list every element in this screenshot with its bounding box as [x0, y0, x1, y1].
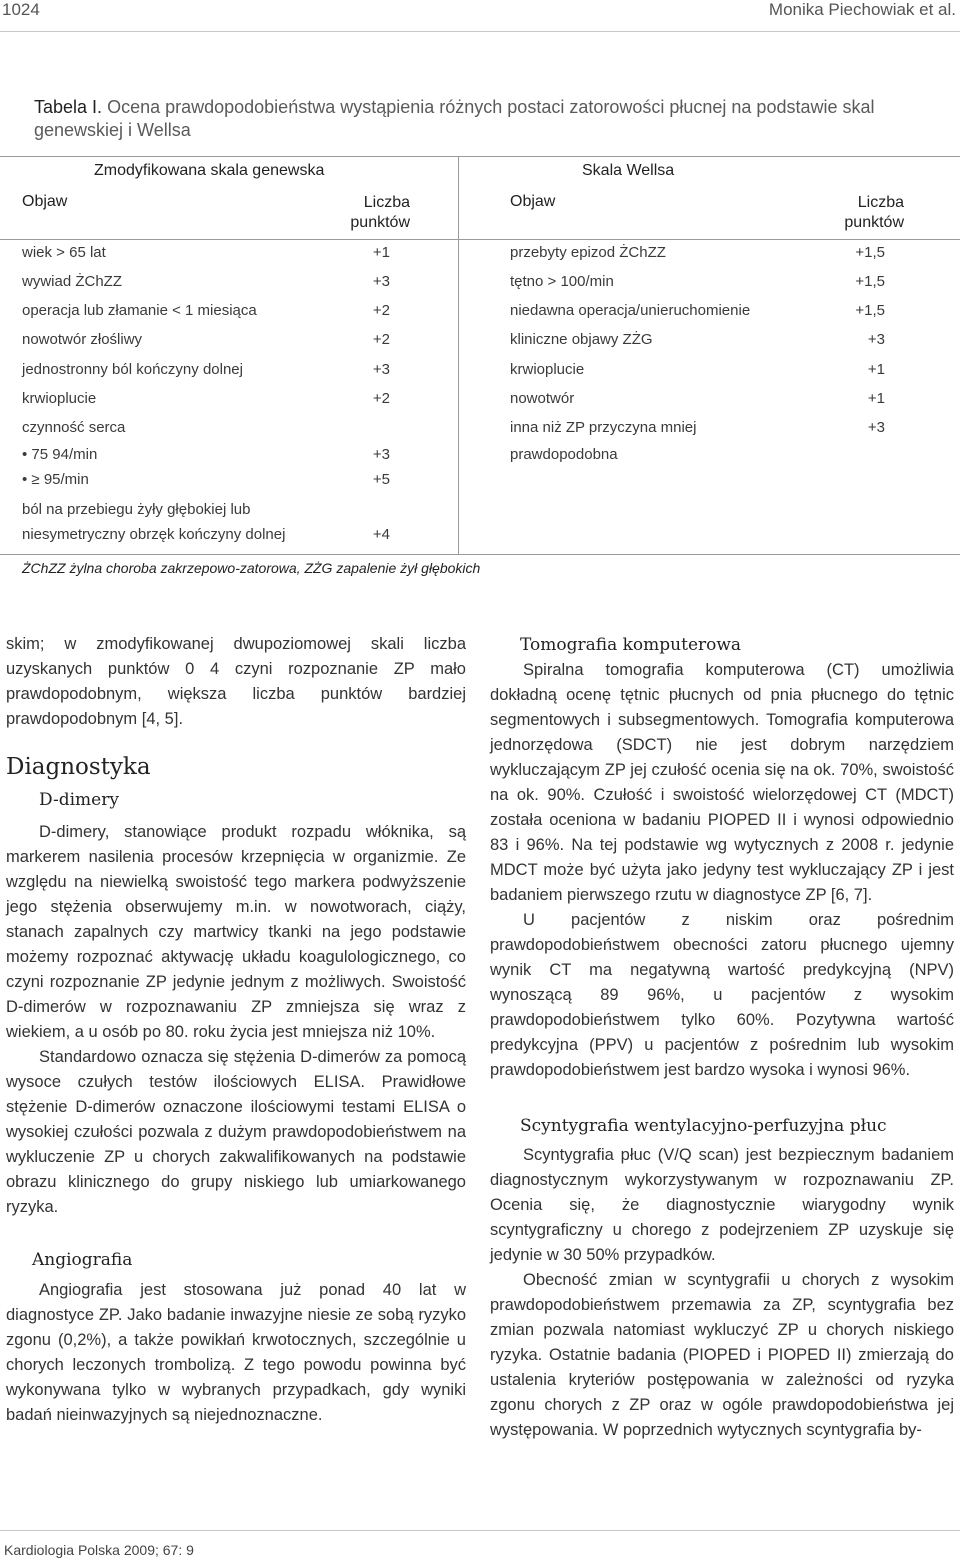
footer-rule	[0, 1530, 960, 1531]
right-row-points: +1	[867, 390, 885, 407]
heading-diagnostyka: Diagnostyka	[6, 754, 151, 780]
left-row-label: nowotwór złośliwy	[22, 331, 143, 348]
paragraph-scynt-2: Obecność zmian w scyntygrafii u chorych z wysokim prawdopodobieństwem przemawia za ZP, scyntygrafia bez zmian pozwala natomiast wykluczyć ZP u chorych niskiego ryzyka. Ostatnie badania (PIOPED i PIOPED II) zmierzają do ustalenia kryteriów postępowania w zależności od ryzyka zgonu chorych z ZP oraz w ogóle prawdopodobieństwa jej występowania. W poprzednich wytycznych scyntygrafia by-	[490, 1271, 954, 1439]
right-row-label: niedawna operacja/unieruchomienie	[510, 302, 751, 319]
heading-scyntygrafia: Scyntygrafia wentylacyjno-perfuzyjna płuc	[520, 1116, 887, 1136]
right-row-points: +1,5	[855, 273, 885, 290]
right-scale-title: Skala Wellsa	[582, 162, 675, 179]
left-row-points: +5	[372, 471, 390, 488]
left-col-points-1: Liczba	[363, 194, 410, 211]
right-row-label: inna niż ZP przyczyna mniej	[510, 419, 697, 436]
paragraph-angiografia: Angiografia jest stosowana już ponad 40 lat w diagnostyce ZP. Jako badanie inwazyjne niesie ze sobą ryzyko zgonu (0,2%), a także powikłań krwotocznych, szczególnie u chorych leczonych trombolizą. Z tego powodu powinna być wykonywana tylko w wybranych przypadkach, gdy wyniki badań nieinwazyjnych są niejednoznaczne.	[6, 1281, 466, 1424]
table-label: Tabela I.	[34, 97, 103, 117]
right-row-label: przebyty epizod ŻChZZ	[510, 244, 666, 261]
left-column	[6, 632, 466, 1428]
paragraph-scynt-1: Scyntygrafia płuc (V/Q scan) jest bezpiecznym badaniem diagnostycznym wykorzystywanym w rozpoznawaniu ZP. Ocenia się, że diagnostycznie wiarygodny wynik scyntygraficzny u chorego z podejrzeniem ZP uzyskuje się jedynie w 30 50% przypadków.	[490, 1146, 954, 1264]
left-row-points: +1	[372, 244, 390, 261]
left-row-label: niesymetryczny obrzęk kończyny dolnej	[22, 526, 286, 543]
right-column	[490, 632, 954, 1443]
right-col-symptom: Objaw	[510, 193, 556, 210]
right-row-label: krwioplucie	[510, 361, 585, 378]
left-row-label: jednostronny ból kończyny dolnej	[22, 361, 243, 378]
paragraph-ddimery-1: D-dimery, stanowiące produkt rozpadu włóknika, są markerem nasilenia procesów krzepnięcia w organizmie. Ze względu na niewielką swoistość tego markera podwyższenie jego stężenia obserwujemy m.in. w nowotworach, ciąży, stanach zapalnych czy martwicy tkanki na jego podstawie możemy rozpoznać aktywację układu koagulologicznego, co czyni rozpoznanie ZP jedynie jednym z możliwych. Swoistość D-dimerów w rozpoznawaniu ZP zmniejsza się wraz z wiekiem, a u osób po 80. roku życia jest mniejsza niż 10%.	[6, 823, 466, 1041]
header-rule	[0, 31, 960, 32]
right-row-points: +1	[867, 361, 885, 378]
right-row-points: +1,5	[855, 244, 885, 261]
left-row-points: +3	[372, 361, 390, 378]
table-column-divider	[458, 156, 459, 554]
left-row-label: krwioplucie	[22, 390, 97, 407]
right-row-label: tętno > 100/min	[510, 273, 614, 290]
right-col-points-1: Liczba	[857, 194, 904, 211]
heading-ddimery: D-dimery	[39, 790, 119, 810]
left-row-points: +3	[372, 446, 390, 463]
right-row-label: prawdopodobna	[510, 446, 618, 463]
right-row-points: +1,5	[855, 302, 885, 319]
page-number: 1024	[2, 0, 40, 19]
right-row-label: kliniczne objawy ZŻG	[510, 331, 653, 348]
table-caption	[34, 96, 934, 142]
left-col-points	[330, 193, 410, 233]
table-header-rule	[0, 239, 960, 240]
right-col-points	[824, 193, 904, 233]
left-row-label: wywiad ŻChZZ	[22, 273, 123, 290]
heading-angiografia: Angiografia	[32, 1250, 133, 1270]
left-row-label: operacja lub złamanie < 1 miesiąca	[22, 302, 257, 319]
heading-tomografia: Tomografia komputerowa	[520, 635, 742, 655]
left-scale-title: Zmodyfikowana skala genewska	[94, 162, 325, 179]
right-col-points-2: punktów	[844, 214, 904, 231]
right-row-points: +3	[867, 331, 885, 348]
running-authors: Monika Piechowiak et al.	[768, 0, 956, 19]
paragraph-tk-1: Spiralna tomografia komputerowa (CT) umożliwia dokładną ocenę tętnic płucnych od pnia płucnego do tętnic segmentowych i subsegmentowych. Tomografia komputerowa jednorzędowa (SDCT) nie jest dobrym narzędziem wykluczającym ZP jej czułość ocenia się na ok. 70%, swoistość na ok. 90%. Czułość i swoistość wielorzędowej CT (MDCT) została oceniona w badaniu PIOPED II i wynosi odpowiednio 83 i 96%. Na tej podstawie wg wytycznych z 2008 r. jedynie MDCT może być użyta jako jedyny test wykluczający ZP i jest badaniem pierwszego rzutu w diagnostyce ZP [6, 7].	[490, 661, 954, 904]
paragraph-ddimery-2: Standardowo oznacza się stężenia D-dimerów za pomocą wysoce czułych testów ilościowych ELISA. Prawidłowe stężenie D-dimerów oznaczone ilościowymi testami ELISA o wysokiej czułości pozwala z dużym prawdopodobieństwem na wykluczenie ZP u chorych zakwalifikowanych na podstawie obrazu klinicznego do grupy niskiego lub umiarkowanego ryzyka.	[6, 1048, 466, 1216]
left-row-points: +2	[372, 331, 390, 348]
right-row-points: +3	[867, 419, 885, 436]
left-row-points: +2	[372, 302, 390, 319]
left-col-points-2: punktów	[350, 214, 410, 231]
left-row-label: czynność serca	[22, 419, 126, 436]
left-row-points: +2	[372, 390, 390, 407]
left-row-points: +4	[372, 526, 390, 543]
journal-footer: Kardiologia Polska 2009; 67: 9	[4, 1542, 194, 1558]
table-top-rule	[0, 156, 960, 157]
paragraph-tk-2: U pacjentów z niskim oraz pośrednim prawdopodobieństwem obecności zatoru płucnego ujemny wynik CT ma negatywną wartość predykcyjną (NPV) wynoszącą 89 96%, u pacjentów z wysokim prawdopodobieństwem tylko 60%. Pozytywna wartość predykcyjna (PPV) u pacjentów z pośrednim lub wysokim prawdopodobieństwem jest bardzo wysoka i wynosi 96%.	[490, 911, 954, 1079]
left-row-label: • 75 94/min	[22, 446, 98, 463]
intro-paragraph: skim; w zmodyfikowanej dwupoziomowej skali liczba uzyskanych punktów 0 4 czyni rozpoznanie ZP mało prawdopodobnym, większa liczba punktów bardziej prawdopodobnym [4, 5].	[6, 635, 466, 728]
table-bottom-rule	[0, 554, 960, 555]
right-row-label: nowotwór	[510, 390, 575, 407]
left-row-label: ból na przebiegu żyły głębokiej lub	[22, 501, 251, 518]
table-caption-text: Ocena prawdopodobieństwa wystąpienia różnych postaci zatorowości płucnej na podstawie skal genewskiej i Wellsa	[34, 97, 875, 140]
left-row-points: +3	[372, 273, 390, 290]
left-row-label: • ≥ 95/min	[22, 471, 89, 488]
table-footnote: ŻChZZ żylna choroba zakrzepowo-zatorowa, ZŻG zapalenie żył głębokich	[22, 560, 481, 576]
left-row-label: wiek > 65 lat	[22, 244, 106, 261]
left-col-symptom: Objaw	[22, 193, 68, 210]
